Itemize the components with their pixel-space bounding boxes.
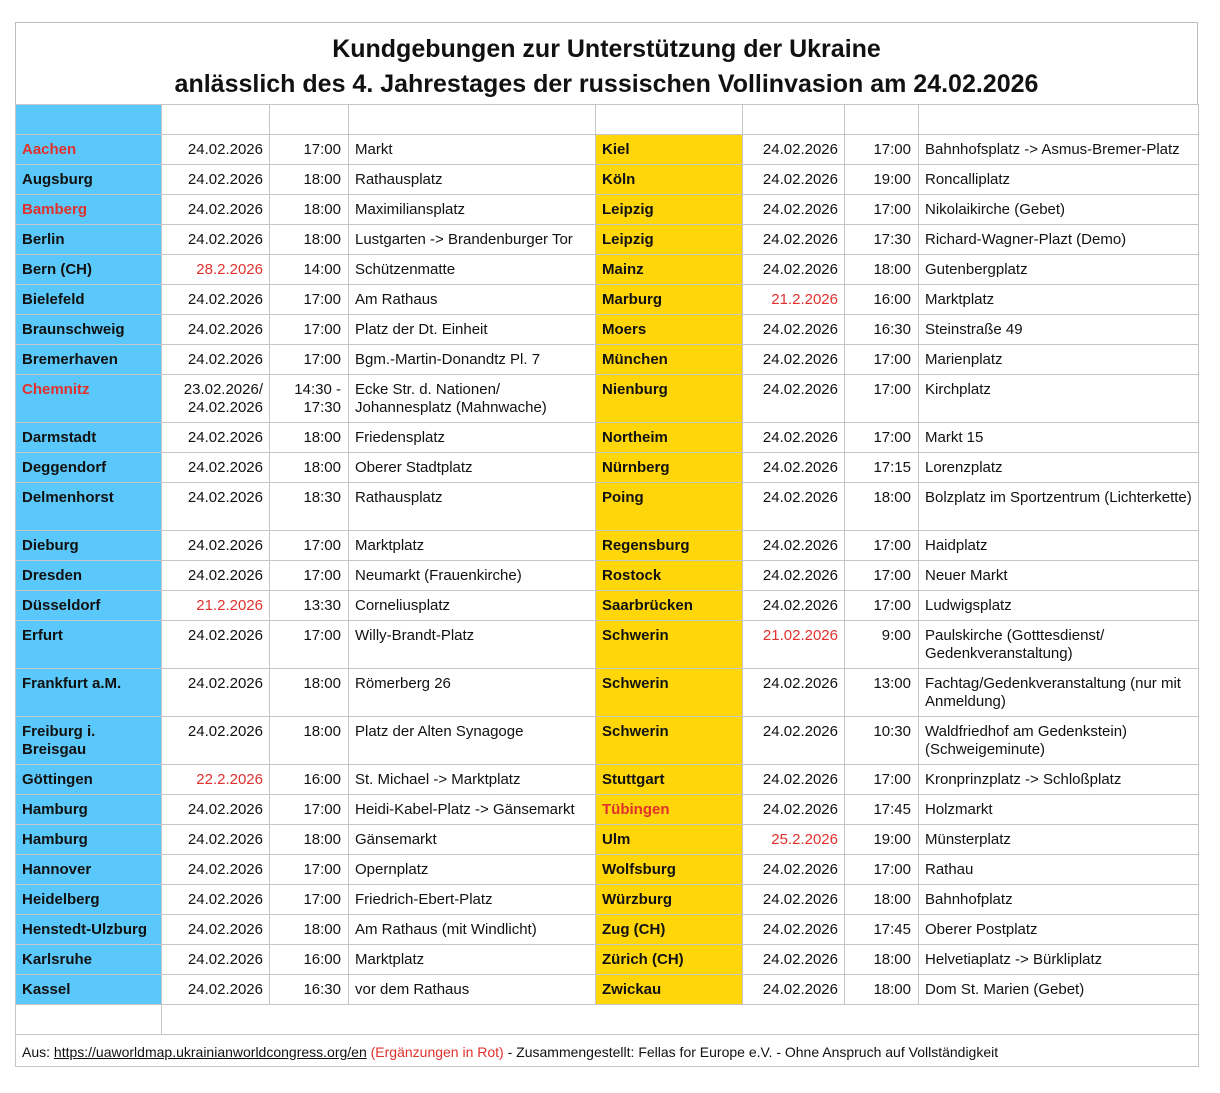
left-place-cell: Willy-Brandt-Platz <box>349 621 596 669</box>
right-place-cell: Dom St. Marien (Gebet) <box>919 975 1199 1005</box>
left-date-cell: 21.2.2026 <box>162 591 270 621</box>
left-date-cell: 24.02.2026 <box>162 423 270 453</box>
left-time-cell: 17:00 <box>270 621 349 669</box>
left-time-cell: 17:00 <box>270 795 349 825</box>
right-city-cell: Regensburg <box>596 531 743 561</box>
right-time-cell: 17:45 <box>845 795 919 825</box>
right-place-cell: Fachtag/Gedenkveranstaltung (nur mit Anmeldung) <box>919 669 1199 717</box>
left-date-cell: 24.02.2026 <box>162 795 270 825</box>
right-time-cell: 19:00 <box>845 825 919 855</box>
right-city-cell: Northeim <box>596 423 743 453</box>
right-date-cell: 21.2.2026 <box>743 285 845 315</box>
right-place-cell: Kronprinzplatz -> Schloßplatz <box>919 765 1199 795</box>
right-city-cell: Poing <box>596 483 743 531</box>
left-time-cell: 18:00 <box>270 195 349 225</box>
right-place-cell: Richard-Wagner-Plazt (Demo) <box>919 225 1199 255</box>
left-time-cell: 13:30 <box>270 591 349 621</box>
left-place-cell: Friedensplatz <box>349 423 596 453</box>
right-city-cell: Zürich (CH) <box>596 945 743 975</box>
left-place-cell: Am Rathaus (mit Windlicht) <box>349 915 596 945</box>
left-place-cell: Bgm.-Martin-Donandtz Pl. 7 <box>349 345 596 375</box>
left-date-cell: 22.2.2026 <box>162 765 270 795</box>
table-row <box>16 225 1199 255</box>
title-box <box>15 22 1198 105</box>
right-date-cell: 24.02.2026 <box>743 255 845 285</box>
left-date-cell: 24.02.2026 <box>162 717 270 765</box>
left-place-cell: Lustgarten -> Brandenburger Tor <box>349 225 596 255</box>
left-date-cell: 24.02.2026 <box>162 195 270 225</box>
right-date-cell: 24.02.2026 <box>743 795 845 825</box>
footer-addition: (Ergänzungen in Rot) <box>370 1044 504 1060</box>
header-cell <box>349 105 596 135</box>
left-city-cell: Bremerhaven <box>16 345 162 375</box>
right-date-cell: 24.02.2026 <box>743 765 845 795</box>
right-time-cell: 17:45 <box>845 915 919 945</box>
right-city-cell: Marburg <box>596 285 743 315</box>
right-place-cell: Rathau <box>919 855 1199 885</box>
left-city-cell: Berlin <box>16 225 162 255</box>
right-city-cell: Kiel <box>596 135 743 165</box>
left-time-cell: 17:00 <box>270 315 349 345</box>
left-date-cell: 24.02.2026 <box>162 165 270 195</box>
header-cell <box>596 105 743 135</box>
left-time-cell: 16:30 <box>270 975 349 1005</box>
right-date-cell: 24.02.2026 <box>743 717 845 765</box>
table-row <box>16 765 1199 795</box>
right-date-cell: 24.02.2026 <box>743 225 845 255</box>
right-time-cell: 17:00 <box>845 531 919 561</box>
left-city-cell: Braunschweig <box>16 315 162 345</box>
left-city-cell: Bern (CH) <box>16 255 162 285</box>
header-cell <box>919 105 1199 135</box>
left-date-cell: 24.02.2026 <box>162 855 270 885</box>
right-time-cell: 10:30 <box>845 717 919 765</box>
left-place-cell: Am Rathaus <box>349 285 596 315</box>
left-city-cell: Bamberg <box>16 195 162 225</box>
table-row <box>16 561 1199 591</box>
right-date-cell: 24.02.2026 <box>743 375 845 423</box>
table-row <box>16 825 1199 855</box>
left-date-cell: 24.02.2026 <box>162 915 270 945</box>
table-row <box>16 195 1199 225</box>
right-city-cell: Zwickau <box>596 975 743 1005</box>
left-date-cell: 24.02.2026 <box>162 531 270 561</box>
right-place-cell: Kirchplatz <box>919 375 1199 423</box>
footer-cell <box>16 1035 1199 1067</box>
right-time-cell: 18:00 <box>845 885 919 915</box>
right-city-cell: Moers <box>596 315 743 345</box>
right-date-cell: 24.02.2026 <box>743 195 845 225</box>
table-row <box>16 165 1199 195</box>
events-table-body <box>16 105 1199 1067</box>
right-time-cell: 17:00 <box>845 591 919 621</box>
footer-prefix: Aus: <box>22 1044 54 1060</box>
left-city-cell: Göttingen <box>16 765 162 795</box>
left-date-cell: 24.02.2026 <box>162 975 270 1005</box>
left-time-cell: 17:00 <box>270 531 349 561</box>
right-city-cell: Würzburg <box>596 885 743 915</box>
right-place-cell: Marienplatz <box>919 345 1199 375</box>
table-row <box>16 531 1199 561</box>
left-city-cell: Augsburg <box>16 165 162 195</box>
source-link[interactable]: https://uaworldmap.ukrainianworldcongress.org/en <box>53 1044 367 1060</box>
left-place-cell: Neumarkt (Frauenkirche) <box>349 561 596 591</box>
left-city-cell: Aachen <box>16 135 162 165</box>
left-date-cell: 24.02.2026 <box>162 885 270 915</box>
right-time-cell: 17:00 <box>845 345 919 375</box>
right-time-cell: 17:00 <box>845 855 919 885</box>
header-cell <box>16 105 162 135</box>
table-row <box>16 885 1199 915</box>
table-row <box>16 483 1199 531</box>
right-place-cell: Gutenbergplatz <box>919 255 1199 285</box>
right-time-cell: 17:00 <box>845 135 919 165</box>
right-date-cell: 25.2.2026 <box>743 825 845 855</box>
left-place-cell: St. Michael -> Marktplatz <box>349 765 596 795</box>
left-date-cell: 24.02.2026 <box>162 315 270 345</box>
left-place-cell: Römerberg 26 <box>349 669 596 717</box>
right-date-cell: 24.02.2026 <box>743 345 845 375</box>
right-time-cell: 13:00 <box>845 669 919 717</box>
left-place-cell: Platz der Dt. Einheit <box>349 315 596 345</box>
right-time-cell: 17:15 <box>845 453 919 483</box>
left-date-cell: 24.02.2026 <box>162 621 270 669</box>
right-city-cell: Nienburg <box>596 375 743 423</box>
right-city-cell: Saarbrücken <box>596 591 743 621</box>
right-date-cell: 24.02.2026 <box>743 591 845 621</box>
right-date-cell: 24.02.2026 <box>743 885 845 915</box>
left-time-cell: 16:00 <box>270 765 349 795</box>
left-place-cell: Schützenmatte <box>349 255 596 285</box>
left-city-cell: Henstedt-Ulzburg <box>16 915 162 945</box>
right-city-cell: Ulm <box>596 825 743 855</box>
right-place-cell: Ludwigsplatz <box>919 591 1199 621</box>
left-city-cell: Dresden <box>16 561 162 591</box>
left-place-cell: Markt <box>349 135 596 165</box>
right-place-cell: Bahnhofplatz <box>919 885 1199 915</box>
right-date-cell: 24.02.2026 <box>743 531 845 561</box>
table-row <box>16 345 1199 375</box>
left-city-cell: Hannover <box>16 855 162 885</box>
left-time-cell: 18:00 <box>270 669 349 717</box>
table-row <box>16 975 1199 1005</box>
right-date-cell: 24.02.2026 <box>743 165 845 195</box>
left-time-cell: 18:00 <box>270 453 349 483</box>
left-place-cell: vor dem Rathaus <box>349 975 596 1005</box>
right-place-cell: Helvetiaplatz -> Bürkliplatz <box>919 945 1199 975</box>
right-time-cell: 18:00 <box>845 255 919 285</box>
right-date-cell: 24.02.2026 <box>743 915 845 945</box>
left-place-cell: Gänsemarkt <box>349 825 596 855</box>
left-time-cell: 17:00 <box>270 135 349 165</box>
left-time-cell: 18:00 <box>270 717 349 765</box>
left-city-cell: Darmstadt <box>16 423 162 453</box>
left-city-cell: Deggendorf <box>16 453 162 483</box>
header-cell <box>162 105 270 135</box>
table-row <box>16 285 1199 315</box>
left-city-cell: Freiburg i. Breisgau <box>16 717 162 765</box>
blank-cell <box>162 1005 1199 1035</box>
right-place-cell: Roncalliplatz <box>919 165 1199 195</box>
left-place-cell: Ecke Str. d. Nationen/ Johannesplatz (Mahnwache) <box>349 375 596 423</box>
left-date-cell: 28.2.2026 <box>162 255 270 285</box>
left-place-cell: Heidi-Kabel-Platz -> Gänsemarkt <box>349 795 596 825</box>
footer-suffix: - Zusammengestellt: Fellas for Europe e.V. - Ohne Anspruch auf Vollständigkeit <box>503 1044 999 1060</box>
right-date-cell: 24.02.2026 <box>743 135 845 165</box>
header-cell <box>270 105 349 135</box>
right-city-cell: Rostock <box>596 561 743 591</box>
table-row <box>16 453 1199 483</box>
left-city-cell: Delmenhorst <box>16 483 162 531</box>
left-date-cell: 24.02.2026 <box>162 825 270 855</box>
blank-cell <box>16 1005 162 1035</box>
right-time-cell: 17:00 <box>845 375 919 423</box>
left-time-cell: 17:00 <box>270 345 349 375</box>
right-date-cell: 21.02.2026 <box>743 621 845 669</box>
left-date-cell: 24.02.2026 <box>162 453 270 483</box>
right-date-cell: 24.02.2026 <box>743 483 845 531</box>
table-row <box>16 423 1199 453</box>
right-city-cell: Schwerin <box>596 717 743 765</box>
left-place-cell: Corneliusplatz <box>349 591 596 621</box>
right-place-cell: Markt 15 <box>919 423 1199 453</box>
right-place-cell: Waldfriedhof am Gedenkstein) (Schweigeminute) <box>919 717 1199 765</box>
left-date-cell: 23.02.2026/ 24.02.2026 <box>162 375 270 423</box>
right-city-cell: Leipzig <box>596 195 743 225</box>
left-city-cell: Düsseldorf <box>16 591 162 621</box>
table-row <box>16 135 1199 165</box>
left-place-cell: Rathausplatz <box>349 165 596 195</box>
left-date-cell: 24.02.2026 <box>162 345 270 375</box>
table-row <box>16 945 1199 975</box>
right-date-cell: 24.02.2026 <box>743 855 845 885</box>
blank-row <box>16 1005 1199 1035</box>
left-time-cell: 18:30 <box>270 483 349 531</box>
right-city-cell: Mainz <box>596 255 743 285</box>
right-city-cell: Schwerin <box>596 669 743 717</box>
right-city-cell: Tübingen <box>596 795 743 825</box>
left-time-cell: 16:00 <box>270 945 349 975</box>
right-city-cell: Stuttgart <box>596 765 743 795</box>
left-time-cell: 17:00 <box>270 855 349 885</box>
right-time-cell: 17:00 <box>845 423 919 453</box>
right-city-cell: Zug (CH) <box>596 915 743 945</box>
left-city-cell: Erfurt <box>16 621 162 669</box>
right-city-cell: Köln <box>596 165 743 195</box>
left-date-cell: 24.02.2026 <box>162 483 270 531</box>
left-place-cell: Oberer Stadtplatz <box>349 453 596 483</box>
left-city-cell: Kassel <box>16 975 162 1005</box>
right-place-cell: Bahnhofsplatz -> Asmus-Bremer-Platz <box>919 135 1199 165</box>
right-time-cell: 17:00 <box>845 561 919 591</box>
left-city-cell: Dieburg <box>16 531 162 561</box>
table-row <box>16 855 1199 885</box>
left-place-cell: Friedrich-Ebert-Platz <box>349 885 596 915</box>
left-date-cell: 24.02.2026 <box>162 669 270 717</box>
left-time-cell: 14:30 - 17:30 <box>270 375 349 423</box>
right-time-cell: 16:00 <box>845 285 919 315</box>
right-time-cell: 16:30 <box>845 315 919 345</box>
table-row <box>16 591 1199 621</box>
table-row <box>16 915 1199 945</box>
right-city-cell: München <box>596 345 743 375</box>
right-time-cell: 18:00 <box>845 483 919 531</box>
left-city-cell: Frankfurt a.M. <box>16 669 162 717</box>
event-sheet <box>15 22 1198 1068</box>
table-row <box>16 795 1199 825</box>
table-row <box>16 255 1199 285</box>
left-time-cell: 18:00 <box>270 165 349 195</box>
left-time-cell: 18:00 <box>270 915 349 945</box>
right-time-cell: 18:00 <box>845 945 919 975</box>
right-time-cell: 19:00 <box>845 165 919 195</box>
right-city-cell: Leipzig <box>596 225 743 255</box>
header-cell <box>743 105 845 135</box>
table-row <box>16 669 1199 717</box>
right-place-cell: Steinstraße 49 <box>919 315 1199 345</box>
right-time-cell: 18:00 <box>845 975 919 1005</box>
left-date-cell: 24.02.2026 <box>162 225 270 255</box>
left-time-cell: 17:00 <box>270 885 349 915</box>
right-date-cell: 24.02.2026 <box>743 315 845 345</box>
left-time-cell: 18:00 <box>270 825 349 855</box>
right-place-cell: Oberer Postplatz <box>919 915 1199 945</box>
right-date-cell: 24.02.2026 <box>743 975 845 1005</box>
right-place-cell: Paulskirche (Gotttesdienst/ Gedenkveranstaltung) <box>919 621 1199 669</box>
left-time-cell: 18:00 <box>270 225 349 255</box>
right-place-cell: Münsterplatz <box>919 825 1199 855</box>
left-city-cell: Chemnitz <box>16 375 162 423</box>
title-line-1: Kundgebungen zur Unterstützung der Ukraine <box>332 35 881 63</box>
left-time-cell: 18:00 <box>270 423 349 453</box>
right-place-cell: Bolzplatz im Sportzentrum (Lichterkette) <box>919 483 1199 531</box>
right-date-cell: 24.02.2026 <box>743 945 845 975</box>
right-time-cell: 17:30 <box>845 225 919 255</box>
right-place-cell: Haidplatz <box>919 531 1199 561</box>
right-date-cell: 24.02.2026 <box>743 561 845 591</box>
table-row <box>16 621 1199 669</box>
right-date-cell: 24.02.2026 <box>743 669 845 717</box>
title-line-2: anlässlich des 4. Jahrestages der russischen Vollinvasion am 24.02.2026 <box>174 70 1039 98</box>
left-place-cell: Rathausplatz <box>349 483 596 531</box>
right-place-cell: Holzmarkt <box>919 795 1199 825</box>
left-city-cell: Karlsruhe <box>16 945 162 975</box>
table-row <box>16 375 1199 423</box>
right-city-cell: Schwerin <box>596 621 743 669</box>
right-time-cell: 9:00 <box>845 621 919 669</box>
left-place-cell: Maximiliansplatz <box>349 195 596 225</box>
right-time-cell: 17:00 <box>845 765 919 795</box>
left-place-cell: Platz der Alten Synagoge <box>349 717 596 765</box>
left-date-cell: 24.02.2026 <box>162 945 270 975</box>
table-row <box>16 717 1199 765</box>
right-place-cell: Marktplatz <box>919 285 1199 315</box>
left-city-cell: Heidelberg <box>16 885 162 915</box>
header-cell <box>845 105 919 135</box>
right-place-cell: Nikolaikirche (Gebet) <box>919 195 1199 225</box>
right-date-cell: 24.02.2026 <box>743 453 845 483</box>
table-row <box>16 315 1199 345</box>
left-date-cell: 24.02.2026 <box>162 135 270 165</box>
right-city-cell: Wolfsburg <box>596 855 743 885</box>
left-date-cell: 24.02.2026 <box>162 561 270 591</box>
footer-row <box>16 1035 1199 1067</box>
left-place-cell: Marktplatz <box>349 945 596 975</box>
right-time-cell: 17:00 <box>845 195 919 225</box>
left-time-cell: 17:00 <box>270 561 349 591</box>
left-place-cell: Marktplatz <box>349 531 596 561</box>
left-date-cell: 24.02.2026 <box>162 285 270 315</box>
left-city-cell: Hamburg <box>16 825 162 855</box>
left-time-cell: 14:00 <box>270 255 349 285</box>
left-place-cell: Opernplatz <box>349 855 596 885</box>
right-date-cell: 24.02.2026 <box>743 423 845 453</box>
events-table <box>15 104 1199 1067</box>
left-city-cell: Hamburg <box>16 795 162 825</box>
right-city-cell: Nürnberg <box>596 453 743 483</box>
right-place-cell: Neuer Markt <box>919 561 1199 591</box>
header-spacer-row <box>16 105 1199 135</box>
left-city-cell: Bielefeld <box>16 285 162 315</box>
left-time-cell: 17:00 <box>270 285 349 315</box>
right-place-cell: Lorenzplatz <box>919 453 1199 483</box>
